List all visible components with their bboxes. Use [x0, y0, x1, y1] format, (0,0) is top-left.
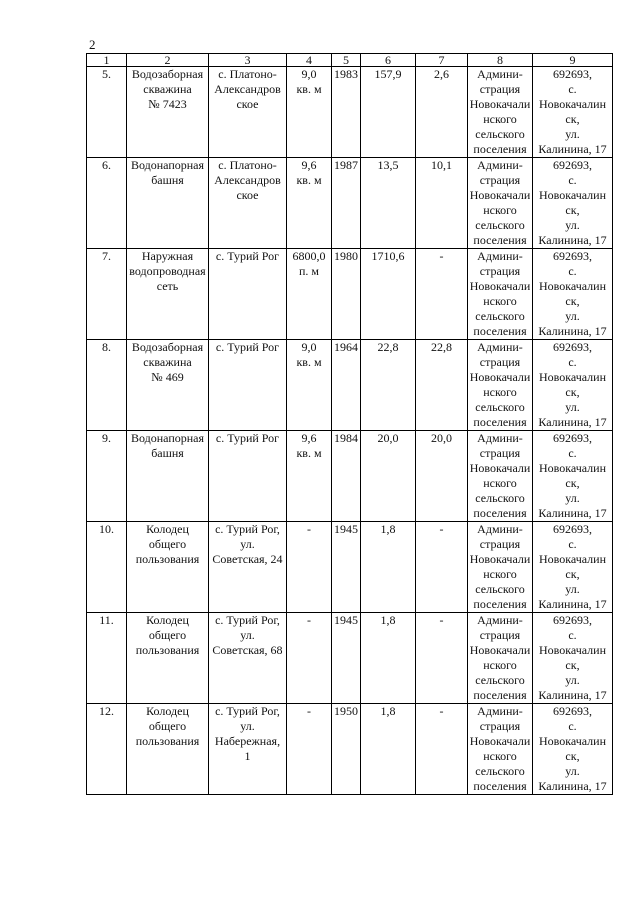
cell-row-number-cell — [87, 431, 127, 522]
cell-address: 692693, с. Новокачалин ск, ул. Калинина, 17 — [538, 340, 607, 429]
cell-location-cell — [209, 67, 287, 158]
cell-column-6-value-cell — [361, 522, 416, 613]
cell-row-number: 6. — [102, 158, 111, 172]
cell-location-cell — [209, 613, 287, 704]
cell-year-cell — [332, 704, 361, 795]
cell-size: 9,6 кв. м — [296, 431, 322, 460]
cell-year-cell — [332, 431, 361, 522]
cell-column-6-value-cell — [361, 67, 416, 158]
cell-object-name: Водонапорная башня — [130, 431, 205, 460]
cell-column-6-value: 1,8 — [380, 522, 396, 536]
cell-year-cell — [332, 340, 361, 431]
cell-column-6-value: 1,8 — [380, 613, 396, 627]
cell-column-7-value: 22,8 — [431, 340, 452, 354]
cell-column-7-value-cell — [416, 67, 468, 158]
cell-size-cell — [287, 340, 332, 431]
cell-year-cell — [332, 249, 361, 340]
cell-column-6-value-cell — [361, 704, 416, 795]
cell-column-6-value: 1710,6 — [371, 249, 405, 263]
cell-owner-cell — [468, 340, 533, 431]
cell-address-cell — [533, 704, 613, 795]
cell-object-name: Колодец общего пользования — [135, 522, 200, 566]
cell-object-name-cell — [127, 67, 209, 158]
cell-size: 9,0 кв. м — [296, 67, 322, 96]
cell-row-number-cell — [87, 67, 127, 158]
cell-column-7-value: - — [439, 249, 444, 263]
table-row — [87, 340, 613, 431]
cell-column-7-value: - — [439, 704, 444, 718]
table-row — [87, 613, 613, 704]
cell-owner: Админи- страция Новокачали нского сельского поселения — [469, 67, 531, 156]
cell-year: 1980 — [334, 249, 358, 263]
cell-location-cell — [209, 249, 287, 340]
cell-size-cell — [287, 158, 332, 249]
cell-column-7-value: 2,6 — [434, 67, 449, 81]
table-row — [87, 67, 613, 158]
cell-row-number: 9. — [102, 431, 111, 445]
cell-object-name-cell — [127, 249, 209, 340]
cell-column-7-value: - — [439, 522, 444, 536]
column-header: 3 — [209, 54, 287, 67]
cell-owner-cell — [468, 613, 533, 704]
column-header: 4 — [287, 54, 332, 67]
cell-column-7-value-cell — [416, 613, 468, 704]
cell-size: 9,6 кв. м — [296, 158, 322, 187]
cell-location: с. Платоно- Александров ское — [214, 67, 281, 111]
column-header: 8 — [468, 54, 533, 67]
cell-owner-cell — [468, 522, 533, 613]
cell-address-cell — [533, 249, 613, 340]
cell-year: 1945 — [334, 613, 358, 627]
table-row — [87, 249, 613, 340]
cell-column-6-value: 13,5 — [377, 158, 399, 172]
cell-location: с. Турий Рог, ул. Советская, 68 — [212, 613, 283, 657]
cell-owner-cell — [468, 249, 533, 340]
cell-column-6-value: 1,8 — [380, 704, 396, 718]
cell-size-cell — [287, 522, 332, 613]
cell-year-cell — [332, 613, 361, 704]
cell-address: 692693, с. Новокачалин ск, ул. Калинина, 17 — [538, 522, 607, 611]
cell-address-cell — [533, 613, 613, 704]
cell-year-cell — [332, 522, 361, 613]
cell-address: 692693, с. Новокачалин ск, ул. Калинина, 17 — [538, 613, 607, 702]
cell-size-cell — [287, 67, 332, 158]
cell-row-number: 10. — [99, 522, 114, 536]
cell-location-cell — [209, 704, 287, 795]
cell-row-number-cell — [87, 158, 127, 249]
cell-location-cell — [209, 522, 287, 613]
cell-owner: Админи- страция Новокачали нского сельского поселения — [469, 340, 531, 429]
cell-location: с. Турий Рог, ул. Советская, 24 — [212, 522, 283, 566]
column-header: 7 — [416, 54, 468, 67]
cell-owner: Админи- страция Новокачали нского сельского поселения — [469, 704, 531, 793]
cell-object-name-cell — [127, 340, 209, 431]
cell-row-number: 7. — [102, 249, 111, 263]
cell-column-6-value-cell — [361, 340, 416, 431]
cell-owner-cell — [468, 431, 533, 522]
cell-size: - — [307, 522, 311, 536]
cell-address-cell — [533, 431, 613, 522]
cell-column-6-value: 22,8 — [377, 340, 399, 354]
cell-location-cell — [209, 431, 287, 522]
cell-owner: Админи- страция Новокачали нского сельского поселения — [469, 431, 531, 520]
cell-owner: Админи- страция Новокачали нского сельского поселения — [469, 249, 531, 338]
cell-size-cell — [287, 613, 332, 704]
cell-object-name-cell — [127, 431, 209, 522]
cell-object-name: Наружная водопроводная сеть — [129, 249, 206, 293]
cell-location: с. Турий Рог — [215, 340, 280, 354]
cell-year: 1950 — [334, 704, 358, 718]
table-row — [87, 522, 613, 613]
cell-column-7-value-cell — [416, 249, 468, 340]
table-row — [87, 431, 613, 522]
cell-year-cell — [332, 67, 361, 158]
cell-column-7-value-cell — [416, 431, 468, 522]
cell-object-name-cell — [127, 158, 209, 249]
cell-address: 692693, с. Новокачалин ск, ул. Калинина, 17 — [538, 249, 607, 338]
cell-year: 1945 — [334, 522, 358, 536]
cell-row-number-cell — [87, 522, 127, 613]
column-header: 2 — [127, 54, 209, 67]
cell-size: - — [307, 613, 311, 627]
cell-year: 1987 — [334, 158, 358, 172]
cell-column-7-value: - — [439, 613, 444, 627]
cell-size: - — [307, 704, 311, 718]
cell-column-7-value-cell — [416, 522, 468, 613]
cell-column-6-value-cell — [361, 613, 416, 704]
cell-column-7-value: 10,1 — [431, 158, 452, 172]
cell-column-6-value-cell — [361, 158, 416, 249]
cell-year: 1983 — [334, 67, 358, 81]
cell-row-number-cell — [87, 249, 127, 340]
cell-object-name: Водозаборная скважина № 7423 — [131, 67, 204, 111]
cell-row-number: 5. — [102, 67, 111, 81]
table-row — [87, 158, 613, 249]
cell-column-7-value: 20,0 — [431, 431, 452, 445]
cell-row-number-cell — [87, 613, 127, 704]
cell-year: 1964 — [334, 340, 358, 354]
cell-location: с. Турий Рог, ул. Набережная, 1 — [214, 704, 281, 763]
cell-location-cell — [209, 158, 287, 249]
cell-row-number: 12. — [99, 704, 114, 718]
cell-row-number-cell — [87, 340, 127, 431]
cell-column-6-value: 20,0 — [377, 431, 399, 445]
cell-owner-cell — [468, 704, 533, 795]
cell-object-name-cell — [127, 613, 209, 704]
cell-location-cell — [209, 340, 287, 431]
cell-column-7-value-cell — [416, 340, 468, 431]
header-row — [87, 54, 613, 67]
column-header: 5 — [332, 54, 361, 67]
cell-column-6-value-cell — [361, 431, 416, 522]
column-header: 1 — [87, 54, 127, 67]
cell-object-name-cell — [127, 704, 209, 795]
cell-address: 692693, с. Новокачалин ск, ул. Калинина, 17 — [538, 158, 607, 247]
cell-size-cell — [287, 431, 332, 522]
cell-owner-cell — [468, 158, 533, 249]
cell-object-name: Колодец общего пользования — [135, 613, 200, 657]
cell-size: 9,0 кв. м — [296, 340, 322, 369]
column-header: 6 — [361, 54, 416, 67]
cell-location: с. Платоно- Александров ское — [214, 158, 281, 202]
cell-address: 692693, с. Новокачалин ск, ул. Калинина, 17 — [538, 431, 607, 520]
cell-location: с. Турий Рог — [215, 431, 280, 445]
cell-address: 692693, с. Новокачалин ск, ул. Калинина, 17 — [538, 67, 607, 156]
cell-address-cell — [533, 340, 613, 431]
cell-size-cell — [287, 704, 332, 795]
cell-size-cell — [287, 249, 332, 340]
cell-column-6-value: 157,9 — [374, 67, 402, 81]
cell-size: 6800,0 п. м — [292, 249, 326, 278]
cell-column-6-value-cell — [361, 249, 416, 340]
column-header: 9 — [533, 54, 613, 67]
cell-owner: Админи- страция Новокачали нского сельского поселения — [469, 613, 531, 702]
cell-owner: Админи- страция Новокачали нского сельского поселения — [469, 522, 531, 611]
cell-object-name: Водонапорная башня — [130, 158, 205, 187]
table-row — [87, 704, 613, 795]
cell-owner-cell — [468, 67, 533, 158]
cell-year-cell — [332, 158, 361, 249]
cell-object-name: Колодец общего пользования — [135, 704, 200, 748]
cell-address-cell — [533, 522, 613, 613]
property-register-table — [86, 53, 613, 795]
cell-row-number-cell — [87, 704, 127, 795]
cell-address-cell — [533, 67, 613, 158]
cell-object-name: Водозаборная скважина № 469 — [131, 340, 204, 384]
cell-address: 692693, с. Новокачалин ск, ул. Калинина, 17 — [538, 704, 607, 793]
page-number: 2 — [89, 37, 96, 52]
cell-owner: Админи- страция Новокачали нского сельского поселения — [469, 158, 531, 247]
cell-address-cell — [533, 158, 613, 249]
cell-row-number: 11. — [99, 613, 114, 627]
cell-location: с. Турий Рог — [215, 249, 280, 263]
cell-column-7-value-cell — [416, 158, 468, 249]
cell-object-name-cell — [127, 522, 209, 613]
cell-column-7-value-cell — [416, 704, 468, 795]
cell-year: 1984 — [334, 431, 358, 445]
cell-row-number: 8. — [102, 340, 111, 354]
